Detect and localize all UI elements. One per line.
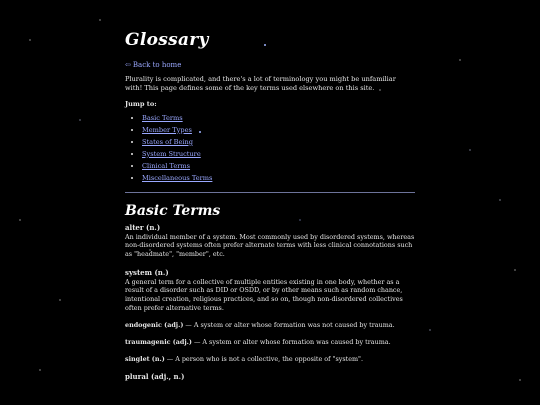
toc-link-states-of-being[interactable]: States of Being bbox=[142, 137, 193, 146]
term-system bbox=[125, 268, 415, 313]
jump-to-label: Jump to: bbox=[125, 99, 157, 108]
back-link-label: Back to home bbox=[132, 61, 182, 69]
term-word: endogenic (adj.) bbox=[125, 321, 184, 330]
term-word: traumagenic (adj.) bbox=[125, 338, 192, 347]
page-title: Glossary bbox=[125, 30, 209, 50]
toc-item bbox=[142, 126, 415, 134]
term-definition: An individual member of a system. Most commonly used by disordered systems, whereas non-disordered systems often prefer alternate terms with less clinical connotations such as "headmate", "member", etc. bbox=[125, 232, 415, 259]
term-title: system (n.) bbox=[125, 267, 169, 277]
term-plural bbox=[125, 372, 415, 381]
toc-item bbox=[142, 138, 415, 146]
toc-link-misc-terms[interactable]: Miscellaneous Terms bbox=[142, 173, 213, 182]
toc-item bbox=[142, 162, 415, 170]
term-title: alter (n.) bbox=[125, 222, 161, 232]
term-endogenic bbox=[125, 321, 415, 329]
main-content bbox=[125, 30, 415, 390]
toc-link-system-structure[interactable]: System Structure bbox=[142, 149, 201, 158]
term-definition: A general term for a collective of multiple entities existing in one body, whether as a result of a disorder such as DID or OSDD, or by other means such as random chance, intentional creation, religious practices, and so on, though non-disordered collectives often prefer alternative terms. bbox=[125, 277, 403, 312]
term-inline-definition: — A system or alter whose formation was caused by trauma. bbox=[191, 338, 391, 347]
back-arrow-icon: ⇦ bbox=[125, 61, 131, 69]
table-of-contents bbox=[125, 114, 415, 182]
toc-item bbox=[142, 150, 415, 158]
term-traumagenic bbox=[125, 338, 415, 346]
term-inline-definition: — A system or alter whose formation was not caused by trauma. bbox=[183, 321, 395, 330]
term-inline-definition: — A person who is not a collective, the opposite of "system". bbox=[164, 355, 364, 364]
term-word: singlet (n.) bbox=[125, 355, 165, 364]
toc-link-member-types[interactable]: Member Types bbox=[142, 125, 192, 134]
section-divider bbox=[125, 192, 415, 193]
intro-text: Plurality is complicated, and there's a lot of terminology you might be unfamiliar with! This page defines some of the key terms used elsewhere on this site. bbox=[125, 75, 396, 92]
toc-link-clinical-terms[interactable]: Clinical Terms bbox=[142, 161, 191, 170]
term-title: plural (adj., n.) bbox=[125, 372, 185, 382]
section-title-basic-terms: Basic Terms bbox=[125, 202, 221, 219]
back-to-home-link[interactable] bbox=[125, 61, 181, 69]
term-alter bbox=[125, 223, 415, 259]
toc-link-basic-terms[interactable]: Basic Terms bbox=[142, 113, 183, 122]
term-singlet bbox=[125, 355, 415, 363]
toc-item bbox=[142, 174, 415, 182]
toc-item bbox=[142, 114, 415, 122]
